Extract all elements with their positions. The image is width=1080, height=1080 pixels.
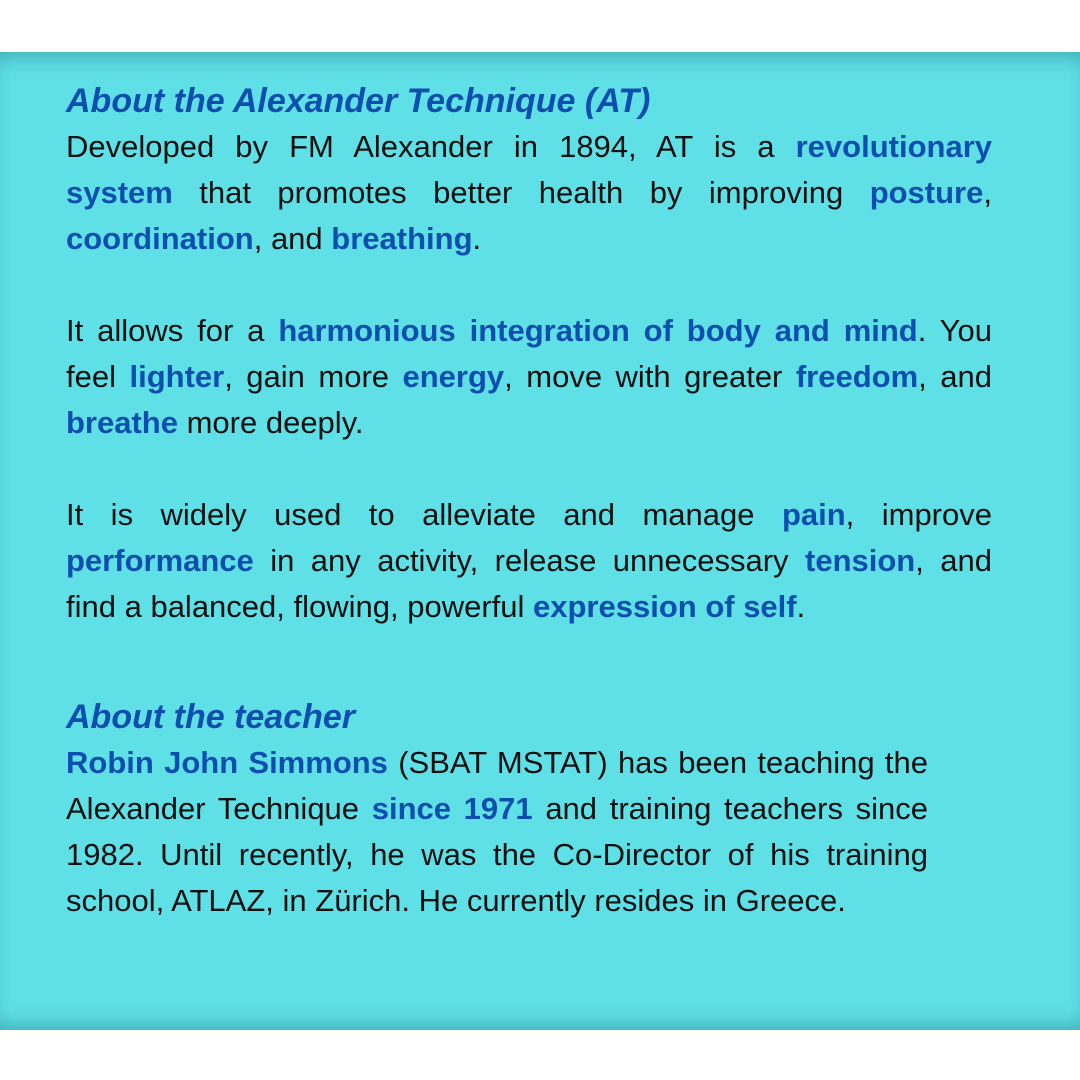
highlight-harmonious-integration: harmonious integration of body and mind (278, 313, 918, 348)
highlight-expression-of-self: expression of self (533, 589, 797, 624)
paragraph-gap (66, 262, 992, 308)
about-at-paragraph-1 (66, 124, 992, 262)
highlight-performance: performance (66, 543, 254, 578)
content (66, 78, 992, 924)
highlight-posture: posture (869, 175, 984, 210)
about-teacher-paragraph (66, 740, 928, 924)
text-segment: (SBAT MSTAT) has been teaching the Alexander Technique (66, 745, 928, 826)
text-segment: , and find a balanced, flowing, powerful (66, 543, 993, 624)
about-teacher-heading: About the teacher (66, 698, 356, 736)
highlight-since-1971: since 1971 (371, 791, 533, 826)
highlight-breathe: breathe (66, 405, 178, 440)
text-segment: , and (918, 359, 992, 394)
highlight-teacher-name: Robin John Simmons (66, 745, 388, 780)
highlight-freedom: freedom (795, 359, 919, 394)
text-segment: Developed by FM Alexander in 1894, AT is a (66, 129, 796, 164)
text-segment: in any activity, release unnecessary (253, 543, 805, 578)
text-segment: . (472, 221, 482, 256)
text-segment: , move with greater (504, 359, 796, 394)
highlight-lighter: lighter (129, 359, 225, 394)
text-segment: , and (253, 221, 332, 256)
about-at-paragraph-3 (66, 492, 992, 630)
text-segment: that promotes better health by improving (172, 175, 870, 210)
highlight-pain: pain (781, 497, 846, 532)
text-segment: more deeply. (177, 405, 364, 440)
text-segment: and training teachers since 1982. Until recently, he was the Co-Director of his training school, ATLAZ, in Zürich. He currently resides in Greece. (66, 791, 928, 918)
text-segment: , gain more (224, 359, 403, 394)
text-segment: It is widely used to alleviate and manage (66, 497, 782, 532)
highlight-tension: tension (805, 543, 916, 578)
about-at-heading: About the Alexander Technique (AT) (66, 82, 651, 120)
highlight-energy: energy (402, 359, 505, 394)
text-segment: . (796, 589, 806, 624)
text-segment: , (983, 175, 992, 210)
highlight-coordination: coordination (66, 221, 254, 256)
text-segment: . You feel (66, 313, 992, 394)
text-segment: , improve (845, 497, 992, 532)
highlight-breathing: breathing (331, 221, 473, 256)
about-at-paragraph-2 (66, 308, 992, 446)
section-gap (66, 630, 992, 694)
text-segment: It allows for a (66, 313, 279, 348)
paragraph-gap (66, 446, 992, 492)
highlight-revolutionary-system: revolutionary system (66, 129, 992, 210)
